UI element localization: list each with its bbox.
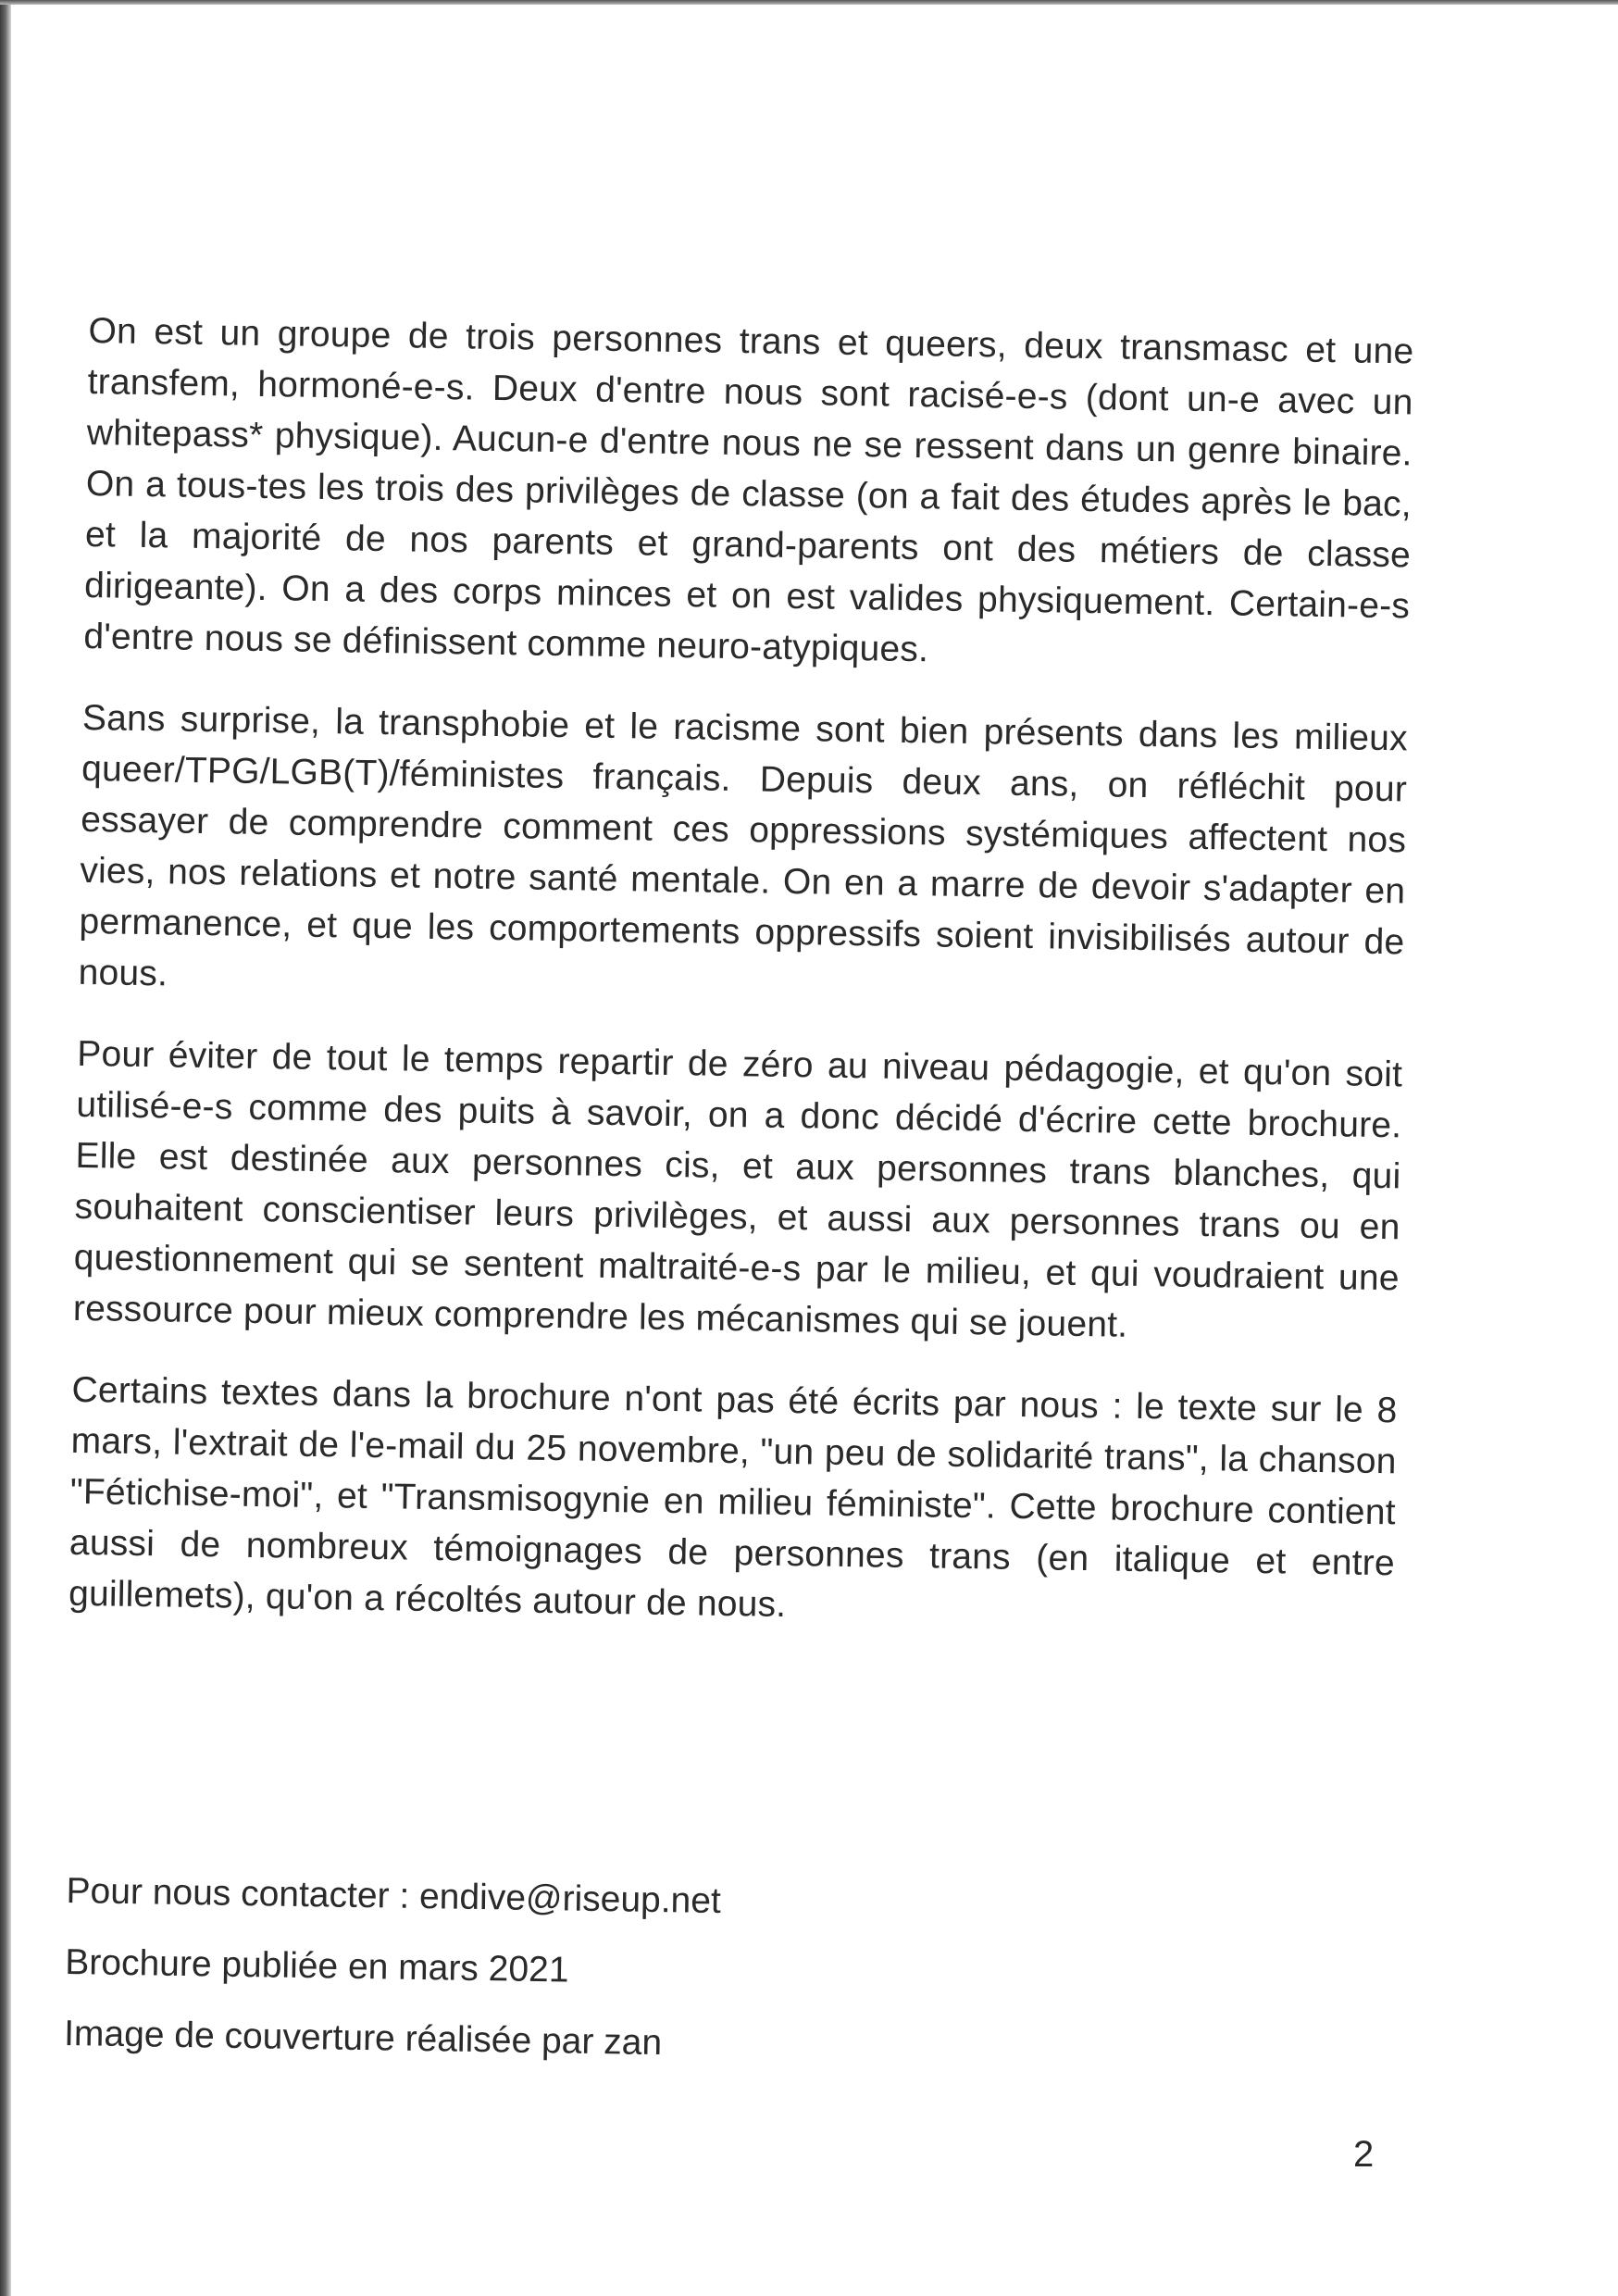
contact-block bbox=[63, 1866, 992, 2094]
paragraph-context: Sans surprise, la transphobie et le racisme sont bien présents dans les milieux queer/TPG/LGB(T)/féministes français. Depuis deux ans, on réfléchit pour essayer de comprendre comment ces oppressions systémiques affectent nos vies, nos relations et notre santé mentale. On en a marre de devoir s'adapter en permanence, et que les comportements oppressifs soient invisibilisés autour de nous. bbox=[78, 697, 1409, 994]
scan-edge-left bbox=[0, 0, 11, 2296]
publication-date-line: Brochure publiée en mars 2021 bbox=[65, 1941, 569, 1990]
paragraph-purpose: Pour éviter de tout le temps repartir de zéro au niveau pédagogie, et qu'on soit utilisé-e-s comme des puits à savoir, on a donc décidé d'écrire cette brochure. Elle est destinée aux personnes cis, et aux personnes trans blanches, qui souhaitent conscientiser leurs privilèges, et aussi aux personnes trans ou en questionnement qui se sentent maltraité-e-s par le milieu, et qui voudraient une ressource pour mieux comprendre les mécanismes qui se jouent. bbox=[72, 1033, 1403, 1345]
intro-text bbox=[68, 306, 1414, 1670]
scan-edge-top bbox=[0, 0, 1618, 5]
cover-credit-line: Image de couverture réalisée par zan bbox=[63, 2013, 663, 2064]
paragraph-group-description: On est un groupe de trois personnes trans et queers, deux transmasc et une transfem, hormoné-e-s. Deux d'entre nous sont racisé-e-s (dont un-e avec un whitepass* physique). Aucun-e d'entre nous ne se ressent dans un genre binaire. On a tous-tes les trois des privilèges de classe (on a fait des études après le bac, et la majorité de nos parents et grand-parents ont des métiers de classe dirigeante). On a des corps minces et on est valides physiquement. Certain-e-s d'entre nous se définissent comme neuro-atypiques. bbox=[83, 310, 1414, 670]
paragraph-sources: Certains textes dans la brochure n'ont pas été écrits par nous : le texte sur le 8 mars, l'extrait de l'e-mail du 25 novembre, "un peu de solidarité trans", la chanson "Fétichise-moi", et "Transmisogynie en milieu féministe". Cette brochure contient aussi de nombreux témoignages de personnes trans (en italique et entre guillemets), qu'on a récoltés autour de nous. bbox=[68, 1369, 1398, 1626]
page-number: 2 bbox=[1353, 2134, 1375, 2175]
contact-email-line: Pour nous contacter : endive@riseup.net bbox=[66, 1870, 722, 1922]
